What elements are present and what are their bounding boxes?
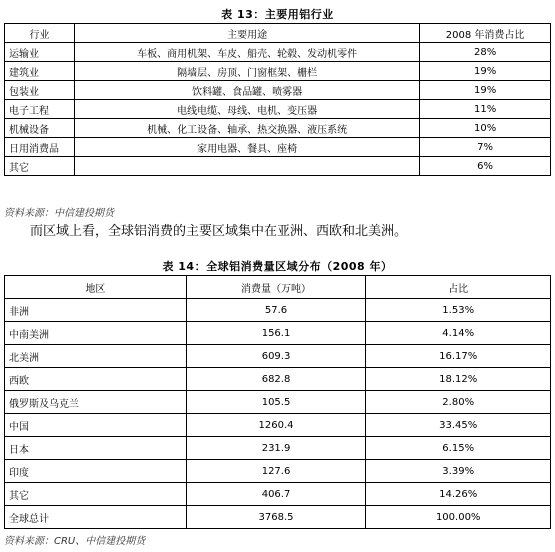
table-cell: 家用电器、餐具、座椅 bbox=[74, 138, 419, 157]
table14-caption: 表 14：全球铝消费量区域分布（2008 年） bbox=[162, 260, 393, 273]
table-cell: 682.8 bbox=[186, 368, 366, 391]
table13 bbox=[4, 23, 551, 176]
table-cell: 机械、化工设备、轴承、热交换器、液压系统 bbox=[74, 119, 419, 138]
table-row bbox=[5, 81, 551, 100]
table-row bbox=[5, 62, 551, 81]
table-row bbox=[5, 368, 551, 391]
table-cell: 156.1 bbox=[186, 322, 366, 345]
column-header: 占比 bbox=[366, 276, 551, 299]
body-paragraph: 而区域上看，全球铝消费的主要区域集中在亚洲、西欧和北美洲。 bbox=[30, 224, 408, 239]
table-cell: 16.17% bbox=[366, 345, 551, 368]
column-header: 地区 bbox=[5, 276, 187, 299]
table-row bbox=[5, 460, 551, 483]
column-header: 主要用途 bbox=[74, 24, 419, 43]
table-cell: 中国 bbox=[5, 414, 187, 437]
table-cell: 全球总计 bbox=[5, 506, 187, 529]
table-cell: 231.9 bbox=[186, 437, 366, 460]
table-cell: 其它 bbox=[5, 157, 75, 176]
column-header: 消费量（万吨） bbox=[186, 276, 366, 299]
table-cell: 包装业 bbox=[5, 81, 75, 100]
table-cell: 中南美洲 bbox=[5, 322, 187, 345]
table-cell: 57.6 bbox=[186, 299, 366, 322]
table-row bbox=[5, 437, 551, 460]
table-row bbox=[5, 119, 551, 138]
column-header: 行业 bbox=[5, 24, 75, 43]
table-cell: 406.7 bbox=[186, 483, 366, 506]
table-row bbox=[5, 322, 551, 345]
table-row bbox=[5, 157, 551, 176]
table-cell: 隔墙层、房顶、门窗框架、栅栏 bbox=[74, 62, 419, 81]
table-cell: 6% bbox=[420, 157, 551, 176]
table-cell: 机械设备 bbox=[5, 119, 75, 138]
table-cell: 100.00% bbox=[366, 506, 551, 529]
table-cell: 日用消费品 bbox=[5, 138, 75, 157]
table-cell: 西欧 bbox=[5, 368, 187, 391]
table-cell: 10% bbox=[420, 119, 551, 138]
table-cell: 1260.4 bbox=[186, 414, 366, 437]
table-cell: 车板、商用机架、车皮、船壳、轮毂、发动机零件 bbox=[74, 43, 419, 62]
table-cell: 电线电缆、母线、电机、变压器 bbox=[74, 100, 419, 119]
table-cell: 3.39% bbox=[366, 460, 551, 483]
table14 bbox=[4, 275, 551, 529]
table-row bbox=[5, 414, 551, 437]
table-cell: 19% bbox=[420, 81, 551, 100]
header-row bbox=[5, 276, 551, 299]
table-cell: 28% bbox=[420, 43, 551, 62]
table13-source: 资料来源：中信建投期货 bbox=[4, 208, 114, 219]
table-row bbox=[5, 345, 551, 368]
table-cell: 609.3 bbox=[186, 345, 366, 368]
table-row bbox=[5, 299, 551, 322]
table-cell: 电子工程 bbox=[5, 100, 75, 119]
table-cell: 4.14% bbox=[366, 322, 551, 345]
table-cell bbox=[74, 157, 419, 176]
table-row bbox=[5, 391, 551, 414]
column-header: 2008 年消费占比 bbox=[420, 24, 551, 43]
table13-caption: 表 13：主要用铝行业 bbox=[221, 8, 334, 21]
table-cell: 18.12% bbox=[366, 368, 551, 391]
table-cell: 印度 bbox=[5, 460, 187, 483]
header-row bbox=[5, 24, 551, 43]
table-cell: 俄罗斯及乌克兰 bbox=[5, 391, 187, 414]
table-cell: 14.26% bbox=[366, 483, 551, 506]
table-cell: 33.45% bbox=[366, 414, 551, 437]
table-row bbox=[5, 43, 551, 62]
table-cell: 2.80% bbox=[366, 391, 551, 414]
table-cell: 1.53% bbox=[366, 299, 551, 322]
table-cell: 运输业 bbox=[5, 43, 75, 62]
table-cell: 127.6 bbox=[186, 460, 366, 483]
table-row bbox=[5, 483, 551, 506]
table-row bbox=[5, 506, 551, 529]
table-row bbox=[5, 100, 551, 119]
table-cell: 19% bbox=[420, 62, 551, 81]
table-cell: 非洲 bbox=[5, 299, 187, 322]
table-cell: 其它 bbox=[5, 483, 187, 506]
table-cell: 3768.5 bbox=[186, 506, 366, 529]
table-cell: 6.15% bbox=[366, 437, 551, 460]
table14-source: 资料来源：CRU、中信建投期货 bbox=[4, 536, 146, 547]
table-cell: 日本 bbox=[5, 437, 187, 460]
table-cell: 北美洲 bbox=[5, 345, 187, 368]
table-cell: 105.5 bbox=[186, 391, 366, 414]
table-cell: 建筑业 bbox=[5, 62, 75, 81]
table-cell: 饮料罐、食品罐、喷雾器 bbox=[74, 81, 419, 100]
table-cell: 7% bbox=[420, 138, 551, 157]
table-row bbox=[5, 138, 551, 157]
table-cell: 11% bbox=[420, 100, 551, 119]
